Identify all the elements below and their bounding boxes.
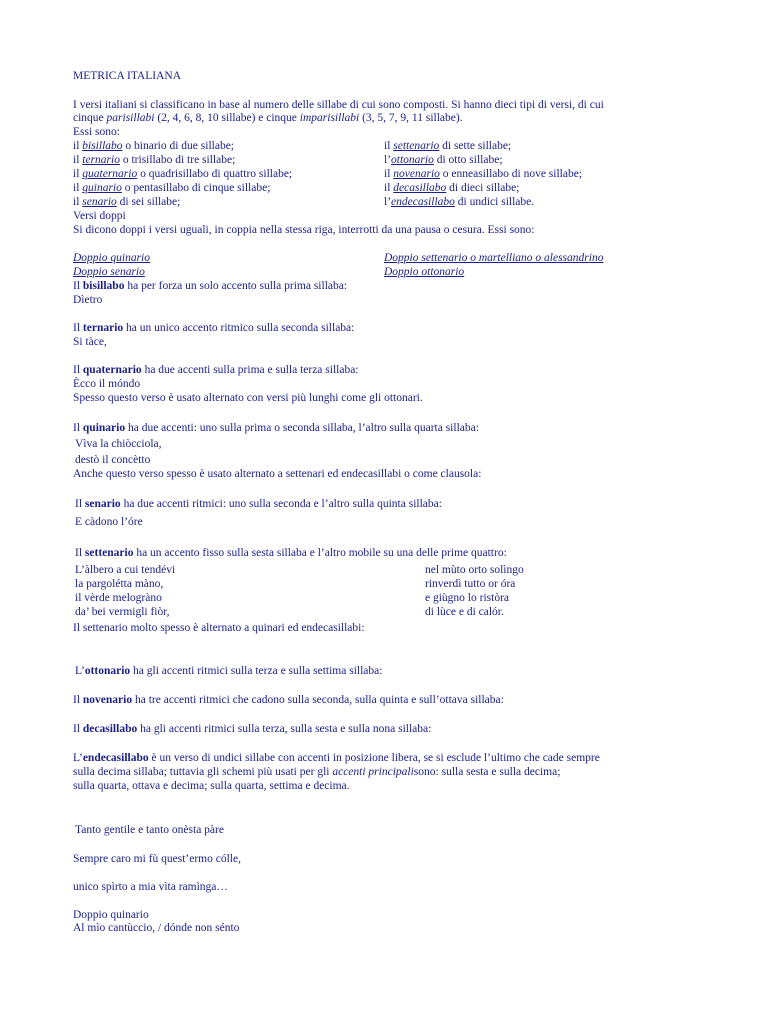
- quinario-example-2: destò il concètto: [75, 454, 151, 466]
- verse-type-item: il quaternario o quadrisillabo di quattro sillabe;: [73, 168, 293, 180]
- settenario-verse-left: L’àlbero a cui tendévi: [75, 564, 176, 576]
- settenario-verse-right: rinverdì tutto or óra: [425, 578, 516, 590]
- settenario-verse-left: da’ bei vermigli fiòr,: [75, 606, 170, 618]
- quaternario-note: Spesso questo verso è usato alternato con versi più lunghi come gli ottonari.: [73, 392, 423, 404]
- settenario-verse-right: nel mùto orto solìngo: [425, 564, 524, 576]
- verse-type-item: il bisillabo o binario di due sillabe;: [73, 140, 234, 152]
- verse-type-item: il ternario o trisillabo di tre sillabe;: [73, 154, 236, 166]
- endecasillabo-desc: L’endecasillabo è un verso di undici sillabe con accenti in posizione libera, se si esclude l’ultimo che cade sempre: [73, 752, 600, 764]
- verse-type-item: il novenario o enneasillabo di nove sillabe;: [384, 168, 583, 180]
- example-verse-2: Sempre caro mi fù quest’ermo cólle,: [73, 853, 241, 865]
- verse-type-item: il senario di sei sillabe;: [73, 196, 181, 208]
- quinario-desc: Il quinario ha due accenti: uno sulla prima o seconda sillaba, l’altro sulla quarta sillaba:: [73, 422, 479, 434]
- settenario-verse-left: la pargolétta màno,: [75, 578, 164, 590]
- doppi-heading: Versi doppi: [73, 210, 126, 222]
- verse-type-item: l’endecasillabo di undici sillabe.: [384, 196, 535, 208]
- intro-line-3: Essi sono:: [73, 126, 120, 138]
- verse-type-item: il quinario o pentasillabo di cinque sillabe;: [73, 182, 271, 194]
- link-doppio-settenario[interactable]: Doppio settenario o martelliano o alessandrino: [384, 252, 604, 264]
- intro-line-1: I versi italiani si classificano in base al numero delle sillabe di cui sono composti. Si hanno dieci tipi di versi, di cui: [73, 99, 604, 111]
- verse-type-item: il decasillabo di dieci sillabe;: [384, 182, 520, 194]
- senario-example: E càdono l’óre: [75, 516, 143, 528]
- settenario-note: Il settenario molto spesso è alternato a quinari ed endecasillabi:: [73, 622, 365, 634]
- settenario-verse-left: il vèrde melogràno: [75, 592, 162, 604]
- example-verse-1: Tanto gentile e tanto onèsta pàre: [75, 824, 224, 836]
- intro-line-2: cinque parisillabi (2, 4, 6, 8, 10 sillabe) e cinque imparisillabi (3, 5, 7, 9, 11 sillabe).: [73, 112, 463, 124]
- bisillabo-desc: Il bisillabo ha per forza un solo accento sulla prima sillaba:: [73, 280, 348, 292]
- quinario-example-1: Vìva la chiòcciola,: [75, 438, 162, 450]
- novenario-desc: Il novenario ha tre accenti ritmici che cadono sulla seconda, sulla quinta e sull’ottava sillaba:: [73, 694, 504, 706]
- settenario-verse-right: di lùce e di calór.: [425, 606, 504, 618]
- doppio-quinario-example: Al mìo cantùccio, / dónde non sénto: [73, 922, 240, 934]
- doppio-quinario-heading: Doppio quinario: [73, 909, 149, 921]
- senario-desc: Il senario ha due accenti ritmici: uno sulla seconda e l’altro sulla quinta sillaba:: [75, 498, 442, 510]
- endecasillabo-desc-2: sulla decima sillaba; tuttavia gli schemi più usati per gli accenti principalisono: sulla sesta e sulla decima;: [73, 766, 561, 778]
- settenario-verse-right: e giùgno lo ristòra: [425, 592, 509, 604]
- example-verse-3: unico spìrto a mia vìta ramìnga…: [73, 881, 228, 893]
- bisillabo-example: Dìetro: [73, 294, 103, 306]
- decasillabo-desc: Il decasillabo ha gli accenti ritmici sulla terza, sulla sesta e sulla nona sillaba:: [73, 723, 432, 735]
- link-doppio-quinario[interactable]: Doppio quinario: [73, 252, 150, 264]
- verse-type-item: l’ottonario di otto sillabe;: [384, 154, 503, 166]
- ottonario-desc: L’ottonario ha gli accenti ritmici sulla terza e sulla settima sillaba:: [75, 665, 383, 677]
- verse-type-item: il settenario di sette sillabe;: [384, 140, 512, 152]
- quinario-note: Anche questo verso spesso è usato alternato a settenari ed endecasillabi o come clausola:: [73, 468, 482, 480]
- quaternario-desc: Il quaternario ha due accenti sulla prima e sulla terza sillaba:: [73, 364, 359, 376]
- endecasillabo-desc-3: sulla quarta, ottava e decima; sulla quarta, settima e decima.: [73, 780, 350, 792]
- quaternario-example: Ècco il móndo: [73, 378, 141, 390]
- settenario-desc: Il settenario ha un accento fisso sulla sesta sillaba e l’altro mobile su una delle prime quattro:: [75, 547, 507, 559]
- ternario-desc: Il ternario ha un unico accento ritmico sulla seconda sillaba:: [73, 322, 355, 334]
- doppi-description: Si dicono doppi i versi uguali, in coppia nella stessa riga, interrotti da una pausa o cesura. Essi sono:: [73, 224, 535, 236]
- link-doppio-senario[interactable]: Doppio senario: [73, 266, 145, 278]
- page-title: METRICA ITALIANA: [73, 70, 181, 82]
- link-doppio-ottonario[interactable]: Doppio ottonario: [384, 266, 465, 278]
- ternario-example: Si tàce,: [73, 336, 107, 348]
